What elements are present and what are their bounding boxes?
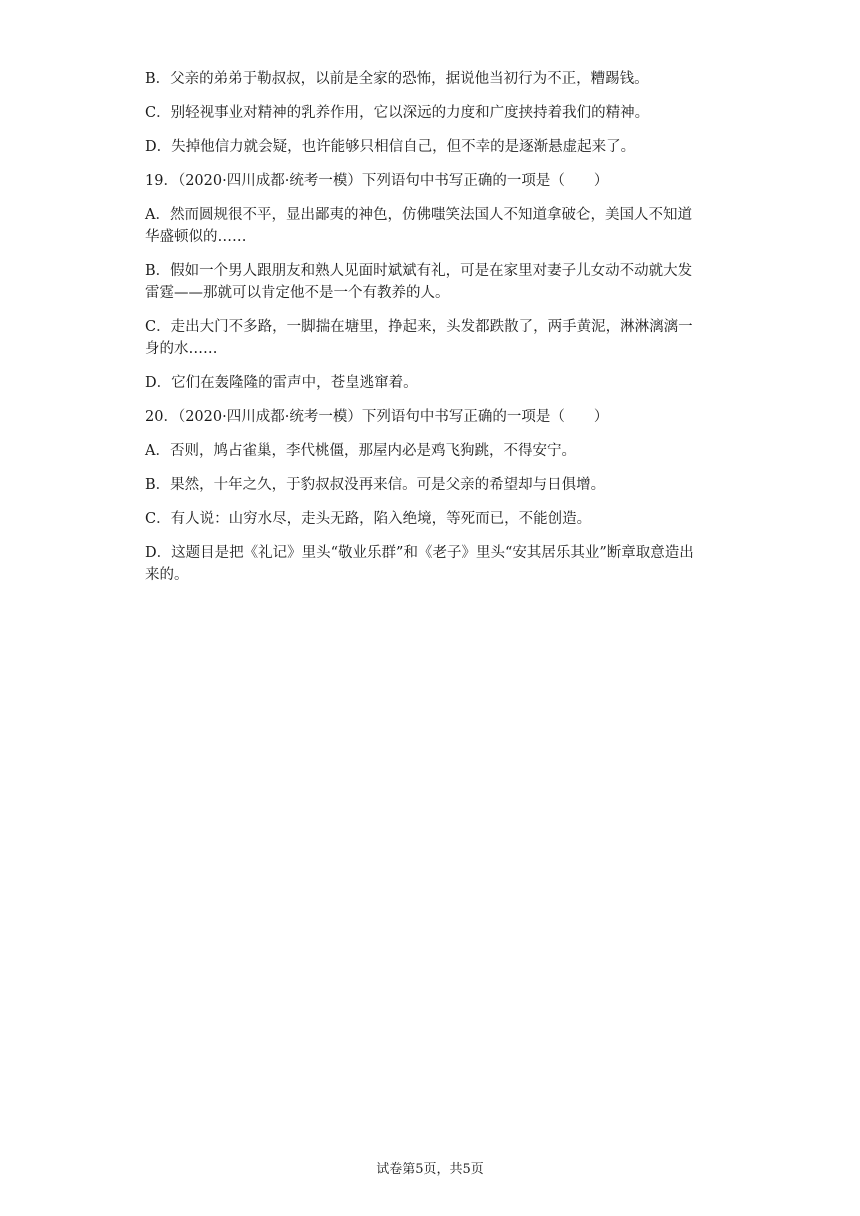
q20-option-c (145, 508, 720, 530)
q18-option-d (145, 136, 720, 158)
option-text-continued: 来的。 (145, 567, 189, 583)
q18-option-b (145, 68, 720, 90)
option-text: C．走出大门不多路，一脚揣在塘里，挣起来，头发都跌散了，两手黄泥，淋淋漓漓一 (145, 319, 693, 335)
option-text: C．别轻视事业对精神的乳养作用，它以深远的力度和广度挟持着我们的精神。 (145, 105, 650, 121)
option-text: B．父亲的弟弟于勒叔叔，以前是全家的恐怖，据说他当初行为不正，糟踢钱。 (145, 71, 649, 87)
page-content (145, 68, 720, 598)
option-text: D．它们在轰隆隆的雷声中，苍皇逃窜着。 (145, 375, 418, 391)
q19-option-b (145, 260, 720, 304)
q19-option-a (145, 204, 720, 248)
option-text: A．否则，鸠占雀巢，李代桃僵，那屋内必是鸡飞狗跳，不得安宁。 (145, 443, 576, 459)
q19-option-d (145, 372, 720, 394)
question-stem-text: 20．（2020·四川成都·统考一模）下列语句中书写正确的一项是（ ） (145, 409, 609, 425)
question-19 (145, 170, 720, 394)
question-20 (145, 406, 720, 586)
q20-stem (145, 406, 720, 428)
q20-option-d (145, 542, 720, 586)
option-text: B．果然，十年之久，于豹叔叔没再来信。可是父亲的希望却与日俱增。 (145, 477, 606, 493)
q19-option-c (145, 316, 720, 360)
option-text: D．失掉他信力就会疑，也许能够只相信自己，但不幸的是逐渐悬虚起来了。 (145, 139, 636, 155)
option-text: D．这题目是把《礼记》里头“敬业乐群”和《老子》里头“安其居乐其业”断章取意造出 (145, 545, 694, 561)
q19-stem (145, 170, 720, 192)
option-text-continued: 华盛顿似的…… (145, 229, 247, 245)
q18-option-c (145, 102, 720, 124)
question-18-options (145, 68, 720, 158)
q20-option-a (145, 440, 720, 462)
question-stem-text: 19．（2020·四川成都·统考一模）下列语句中书写正确的一项是（ ） (145, 173, 609, 189)
option-text: C．有人说：山穷水尽，走头无路，陷入绝境，等死而已，不能创造。 (145, 511, 592, 527)
option-text-continued: 身的水…… (145, 341, 218, 357)
page-footer: 试卷第5页，共5页 (376, 1162, 484, 1177)
q20-option-b (145, 474, 720, 496)
option-text: B．假如一个男人跟朋友和熟人见面时斌斌有礼，可是在家里对妻子儿女动不动就大发 (145, 263, 693, 279)
option-text: A．然而圆规很不平，显出鄙夷的神色，仿佛嗤笑法国人不知道拿破仑，美国人不知道 (145, 207, 692, 223)
option-text-continued: 雷霆——那就可以肯定他不是一个有教养的人。 (145, 285, 450, 301)
